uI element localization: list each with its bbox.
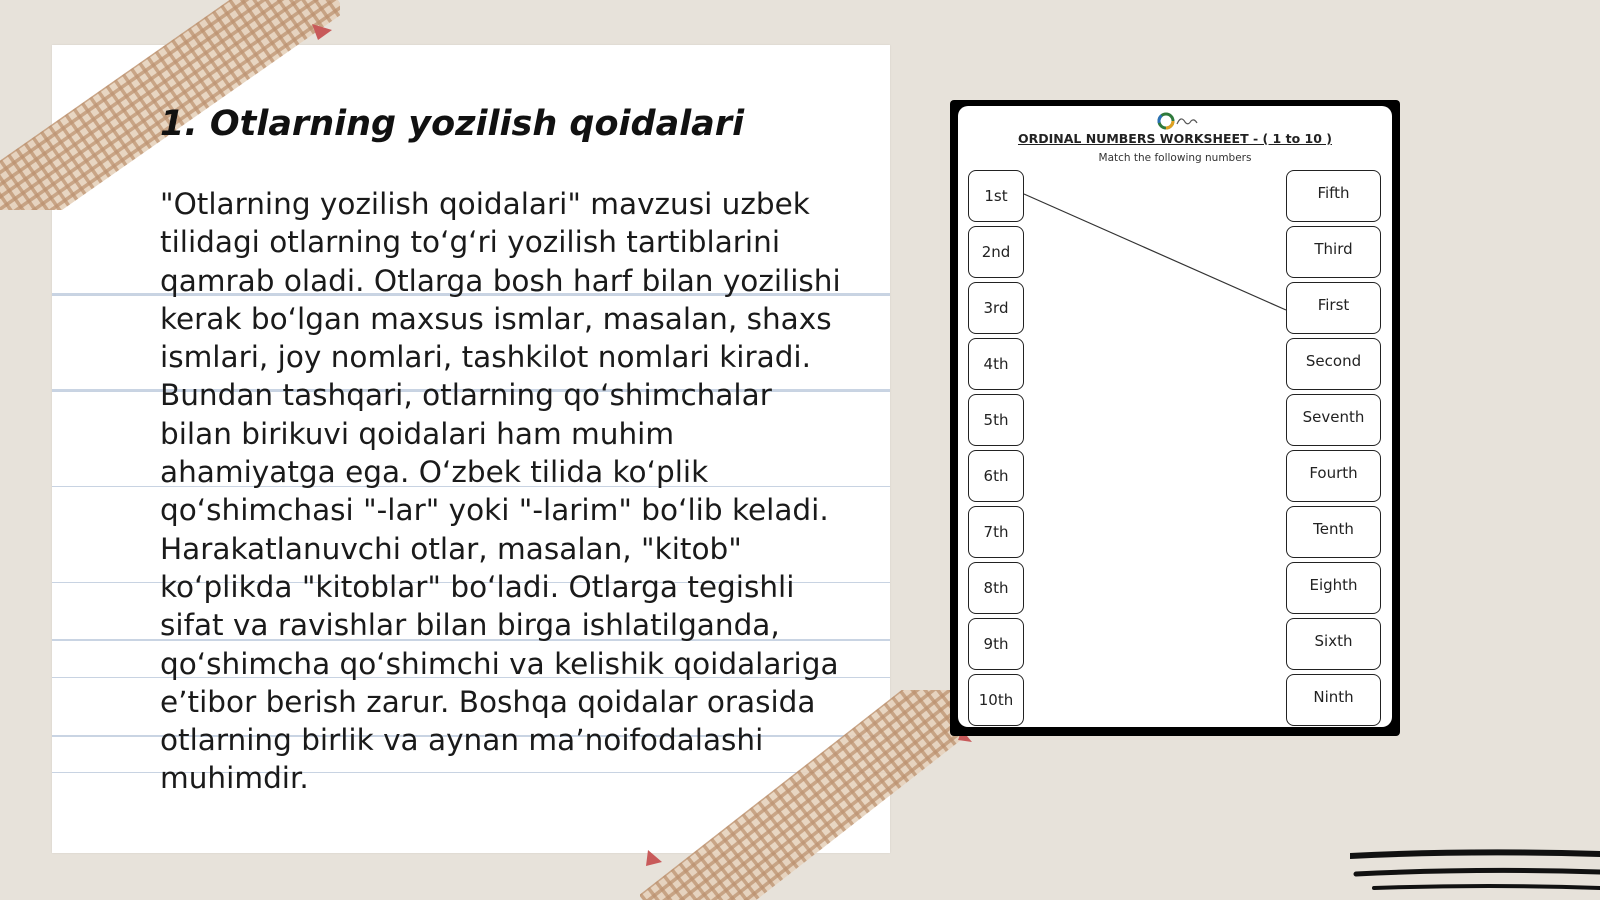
worksheet-title: ORDINAL NUMBERS WORKSHEET - ( 1 to 10 ): [1017, 131, 1332, 146]
ordinal-word-box-right: First: [1286, 282, 1381, 334]
ordinal-box-left: 8th: [968, 562, 1024, 614]
ordinal-word-box-right: Second: [1286, 338, 1381, 390]
ordinal-box-left: 10th: [968, 674, 1024, 726]
worksheet-page: [958, 106, 1392, 727]
decorative-brush-strokes: [1350, 848, 1600, 900]
ordinal-word-box-right: Fifth: [1286, 170, 1381, 222]
ordinal-word-box-right: Seventh: [1286, 394, 1381, 446]
ordinal-box-left: 7th: [968, 506, 1024, 558]
ordinal-word-box-right: Third: [1286, 226, 1381, 278]
worksheet-image: [950, 100, 1400, 736]
ordinal-box-left: 4th: [968, 338, 1024, 390]
ordinal-box-left: 9th: [968, 618, 1024, 670]
ordinal-box-left: 1st: [968, 170, 1024, 222]
slide-body-text: "Otlarning yozilish qoidalari" mavzusi uzbek tilidagi otlarning to‘g‘ri yozilish tartiblarini qamrab oladi. Otlarga bosh harf bilan yozilishi kerak bo‘lgan maxsus ismlar, masalan, shaxs ismlari, joy nomlari, tashkilot nomlari kiradi. Bundan tashqari, otlarning qo‘shimchalar bilan birikuvi qoidalari ham muhim ahamiyatga ega. O‘zbek tilida ko‘plik qo‘shimchasi "-lar" yoki "-larim" bo‘lib keladi. Harakatlanuvchi otlar, masalan, "kitob" ko‘plikda "kitoblar" bo‘ladi. Otlarga tegishli sifat va ravishlar bilan birga ishlatilganda, qo‘shimcha qo‘shimchi va kelishik qoidalariga e’tibor berish zarur. Boshqa qoidalar orasida otlarning birlik va aynan ma’noifodalashi muhimdir.: [160, 187, 841, 796]
ordinal-box-left: 2nd: [968, 226, 1024, 278]
ordinal-word-box-right: Tenth: [1286, 506, 1381, 558]
ordinal-word-box-right: Sixth: [1286, 618, 1381, 670]
ordinal-box-left: 5th: [968, 394, 1024, 446]
slide-title: 1. Otlarning yozilish qoidalari: [160, 104, 745, 144]
ordinal-word-box-right: Ninth: [1286, 674, 1381, 726]
ordinal-word-box-right: Eighth: [1286, 562, 1381, 614]
worksheet-subtitle: Match the following numbers: [1098, 152, 1252, 164]
ordinal-word-box-right: Fourth: [1286, 450, 1381, 502]
ordinal-box-left: 3rd: [968, 282, 1024, 334]
ordinal-box-left: 6th: [968, 450, 1024, 502]
